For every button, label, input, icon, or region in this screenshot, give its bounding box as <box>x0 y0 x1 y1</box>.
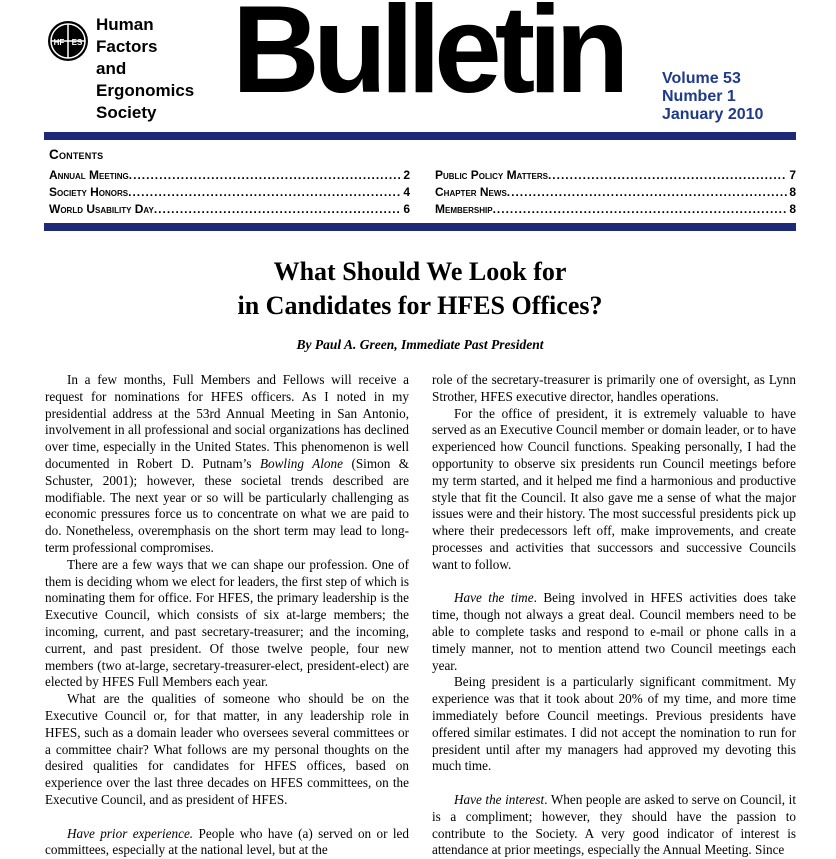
toc-page: 8 <box>789 202 796 216</box>
toc-entry[interactable] <box>435 167 796 183</box>
paragraph: What are the qualities of someone who should be on the Executive Council or, for that matter, in any leadership role in HFES, such as a domain leader who oversees several committees or a committee chair? What follows are my personal thoughts on the desired qualities for candidates for HFES offices, based on experience over the last three decades on HFES committees, on the Executive Council, and as president of HFES. <box>45 691 409 807</box>
paragraph <box>432 792 796 859</box>
article-byline: By Paul A. Green, Immediate Past President <box>296 337 544 352</box>
toc-leader <box>507 184 788 200</box>
toc-page: 7 <box>789 168 796 182</box>
paragraph-lead: Have the time <box>454 590 534 606</box>
toc-entry[interactable] <box>435 201 796 217</box>
toc-page: 8 <box>789 185 796 199</box>
newsletter-title: Bulletin <box>232 0 623 119</box>
organization-name <box>96 14 194 124</box>
issue-date: January 2010 <box>662 106 764 123</box>
paragraph: role of the secretary-treasurer is primarily one of oversight, as Lynn Strother, HFES executive director, handles operations. <box>432 372 796 404</box>
org-line: Human <box>96 15 154 34</box>
paragraph: Being president is a particularly significant commitment. My experience was that it took about 20% of my time, and more time immediately before Council meetings. Previous presidents have offered similar estimates. I did not accept the nomination to run for president until after my managers had approved my devoting this much time. <box>432 674 796 774</box>
hfes-logo-icon <box>47 20 89 62</box>
paragraph-lead: Have the interest <box>454 791 545 807</box>
org-line: Ergonomics <box>96 81 195 100</box>
paragraph: For the office of president, it is extremely valuable to have served as an Executive Council member or domain leader, or to have experienced how Council functions. Speaking personally, I had the opportunity to observe six presidents run Council meetings before my term started, and it helped me find a harmonious and productive style that fit the Council. It also gave me a sense of what the major issues were and their history. The most successful presidents pick up where their predecessors left off, make improvements, and create processes and activities that successors and successive Councils want to follow. <box>432 405 796 572</box>
toc-entry[interactable] <box>49 184 410 200</box>
org-line: Society <box>96 103 157 122</box>
toc-label: Membership <box>435 202 493 216</box>
toc-label: Annual Meeting <box>49 168 129 182</box>
toc-leader <box>128 184 401 200</box>
article-column-right <box>432 372 796 859</box>
issue-info <box>662 70 763 124</box>
issue-volume: Volume 53 <box>662 70 741 87</box>
logo-hf-text: HF <box>53 38 65 47</box>
toc-page: 2 <box>403 168 410 182</box>
toc-entry[interactable] <box>49 201 410 217</box>
hfes-logo <box>47 20 89 62</box>
contents-heading: Contents <box>49 147 104 162</box>
article-column-left <box>45 372 409 859</box>
toc-leader <box>154 201 401 217</box>
article-headline <box>60 255 780 323</box>
toc-leader <box>129 167 402 183</box>
toc-leader <box>548 167 787 183</box>
logo-es-text: ES <box>71 38 83 47</box>
toc-leader <box>493 201 788 217</box>
paragraph <box>45 372 409 557</box>
org-line: and <box>96 59 127 78</box>
book-title: Bowling Alone <box>259 455 343 471</box>
paragraph <box>45 826 409 859</box>
headline-line: in Candidates for HFES Offices? <box>237 291 603 320</box>
divider-rule <box>44 132 796 140</box>
paragraph-text: People who have (a) served on or led committees, especially at the national level, but at the <box>45 825 410 858</box>
toc-entry[interactable] <box>435 184 796 200</box>
toc-label: World Usability Day <box>49 202 154 216</box>
paragraph-text: (Simon & Schuster, 2001); however, these societal trends described are modifiable. The next year or so will be particularly challenging as economic pressures force us to concentrate on what we are paid to do. Nonetheless, overemphasis on the short term may lead to long-term professional compromises. <box>45 455 410 555</box>
toc-page: 6 <box>403 202 410 216</box>
paragraph <box>432 590 796 674</box>
paragraph-text: In a few months, Full Members and Fellows will receive a request for nominations for HFES officers. As I noted in my presidential address at the 53rd Annual Meeting in San Antonio, involvement in all professional and social organizations has declined over time, especially in the United States. This phenomenon is well documented in Robert D. Putnam’s <box>45 372 409 471</box>
toc-label: Society Honors <box>49 185 129 199</box>
paragraph: There are a few ways that we can shape our profession. One of them is deciding whom we elect for leaders, the first step of which is nominating them for office. For HFES, the primary leadership is the Executive Council, which consists of six at-large members; the incoming, current, and past secretary-treasurer; and the incoming, current, and past president. Of those twelve people, four new members (two at-large, secretary-treasurer-elect, president-elect) are elected by HFES Full Members each year. <box>45 556 409 690</box>
org-line: Factors <box>96 37 158 56</box>
headline-line: What Should We Look for <box>273 257 567 286</box>
toc-label: Public Policy Matters <box>435 168 548 182</box>
paragraph-text: . Being involved in HFES activities does take time, though not always a great deal. Council members need to be able to complete tasks and respond to e-mail or phone calls in a timely manner, not to mention attend two Council meetings each year. <box>432 590 797 673</box>
paragraph-text: . When people are asked to serve on Council, it is a compliment; however, they should have the passion to contribute to the Society. A very good indicator of interest is attendance at prior meetings, especially the Annual Meeting. Since <box>432 791 796 858</box>
toc-page: 4 <box>403 185 410 199</box>
issue-number: Number 1 <box>662 88 736 105</box>
divider-rule <box>44 223 796 231</box>
toc-entry[interactable] <box>49 167 410 183</box>
paragraph-lead: Have prior experience. <box>67 825 194 841</box>
toc-label: Chapter News <box>435 185 507 199</box>
